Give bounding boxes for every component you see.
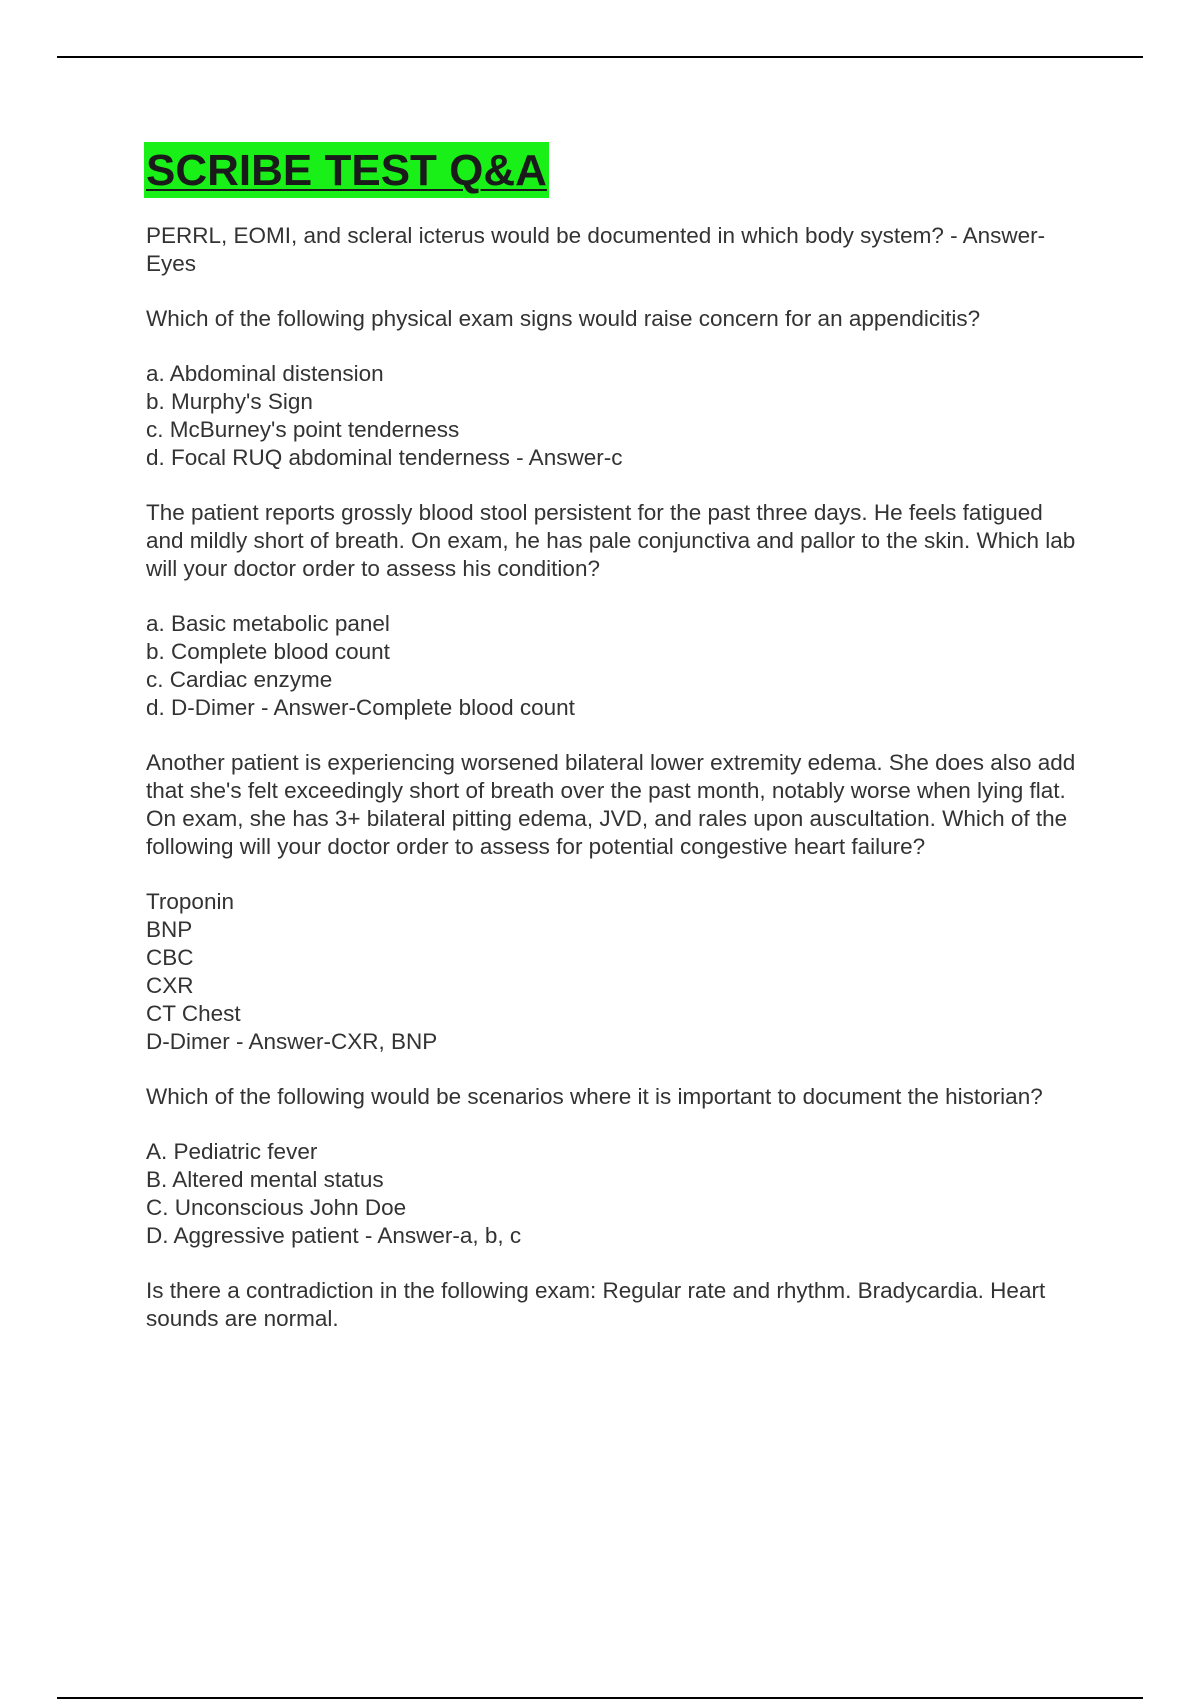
option-line: a. Basic metabolic panel: [146, 611, 390, 636]
question-4-stem: Another patient is experiencing worsened bilateral lower extremity edema. She does also add that she's felt exceedingly short of breath over the past month, notably worse when lying flat. On exam, she has 3+ bilateral pitting edema, JVD, and rales upon auscultation. Which of the following will your doctor order to assess for potential congestive heart failure?: [146, 750, 1076, 859]
option-line: CBC: [146, 945, 194, 970]
document-body: [146, 142, 1086, 1333]
option-line: D-Dimer - Answer-CXR, BNP: [146, 1029, 438, 1054]
option-line: c. Cardiac enzyme: [146, 667, 333, 692]
question-1-paragraph: PERRL, EOMI, and scleral icterus would be documented in which body system? - Answer-Eyes: [146, 223, 1046, 276]
document-title: SCRIBE TEST Q&A: [144, 142, 549, 198]
option-line: CT Chest: [146, 1001, 241, 1026]
footer-rule: [57, 1697, 1143, 1699]
option-line: b. Murphy's Sign: [146, 389, 313, 414]
option-line: BNP: [146, 917, 193, 942]
qa-section: [146, 222, 1086, 1333]
option-line: d. D-Dimer - Answer-Complete blood count: [146, 695, 575, 720]
question-3-stem: The patient reports grossly blood stool persistent for the past three days. He feels fatigued and mildly short of breath. On exam, he has pale conjunctiva and pallor to the skin. Which lab will your doctor order to assess his condition?: [146, 500, 1076, 581]
question-4-options: [146, 888, 1086, 1056]
question-2-stem: Which of the following physical exam signs would raise concern for an appendicitis?: [146, 306, 981, 331]
option-line: A. Pediatric fever: [146, 1139, 318, 1164]
option-line: c. McBurney's point tenderness: [146, 417, 460, 442]
option-line: d. Focal RUQ abdominal tenderness - Answer-c: [146, 445, 623, 470]
option-line: b. Complete blood count: [146, 639, 390, 664]
question-5-stem: Which of the following would be scenarios where it is important to document the historian?: [146, 1084, 1043, 1109]
option-line: Troponin: [146, 889, 234, 914]
option-line: a. Abdominal distension: [146, 361, 384, 386]
header-rule: [57, 56, 1143, 58]
question-6-stem: Is there a contradiction in the following exam: Regular rate and rhythm. Bradycardia. Heart sounds are normal.: [146, 1278, 1046, 1331]
question-5-options: [146, 1138, 1086, 1250]
option-line: B. Altered mental status: [146, 1167, 384, 1192]
option-line: C. Unconscious John Doe: [146, 1195, 407, 1220]
question-3-options: [146, 610, 1086, 722]
option-line: CXR: [146, 973, 194, 998]
question-2-options: [146, 360, 1086, 472]
option-line: D. Aggressive patient - Answer-a, b, c: [146, 1223, 522, 1248]
